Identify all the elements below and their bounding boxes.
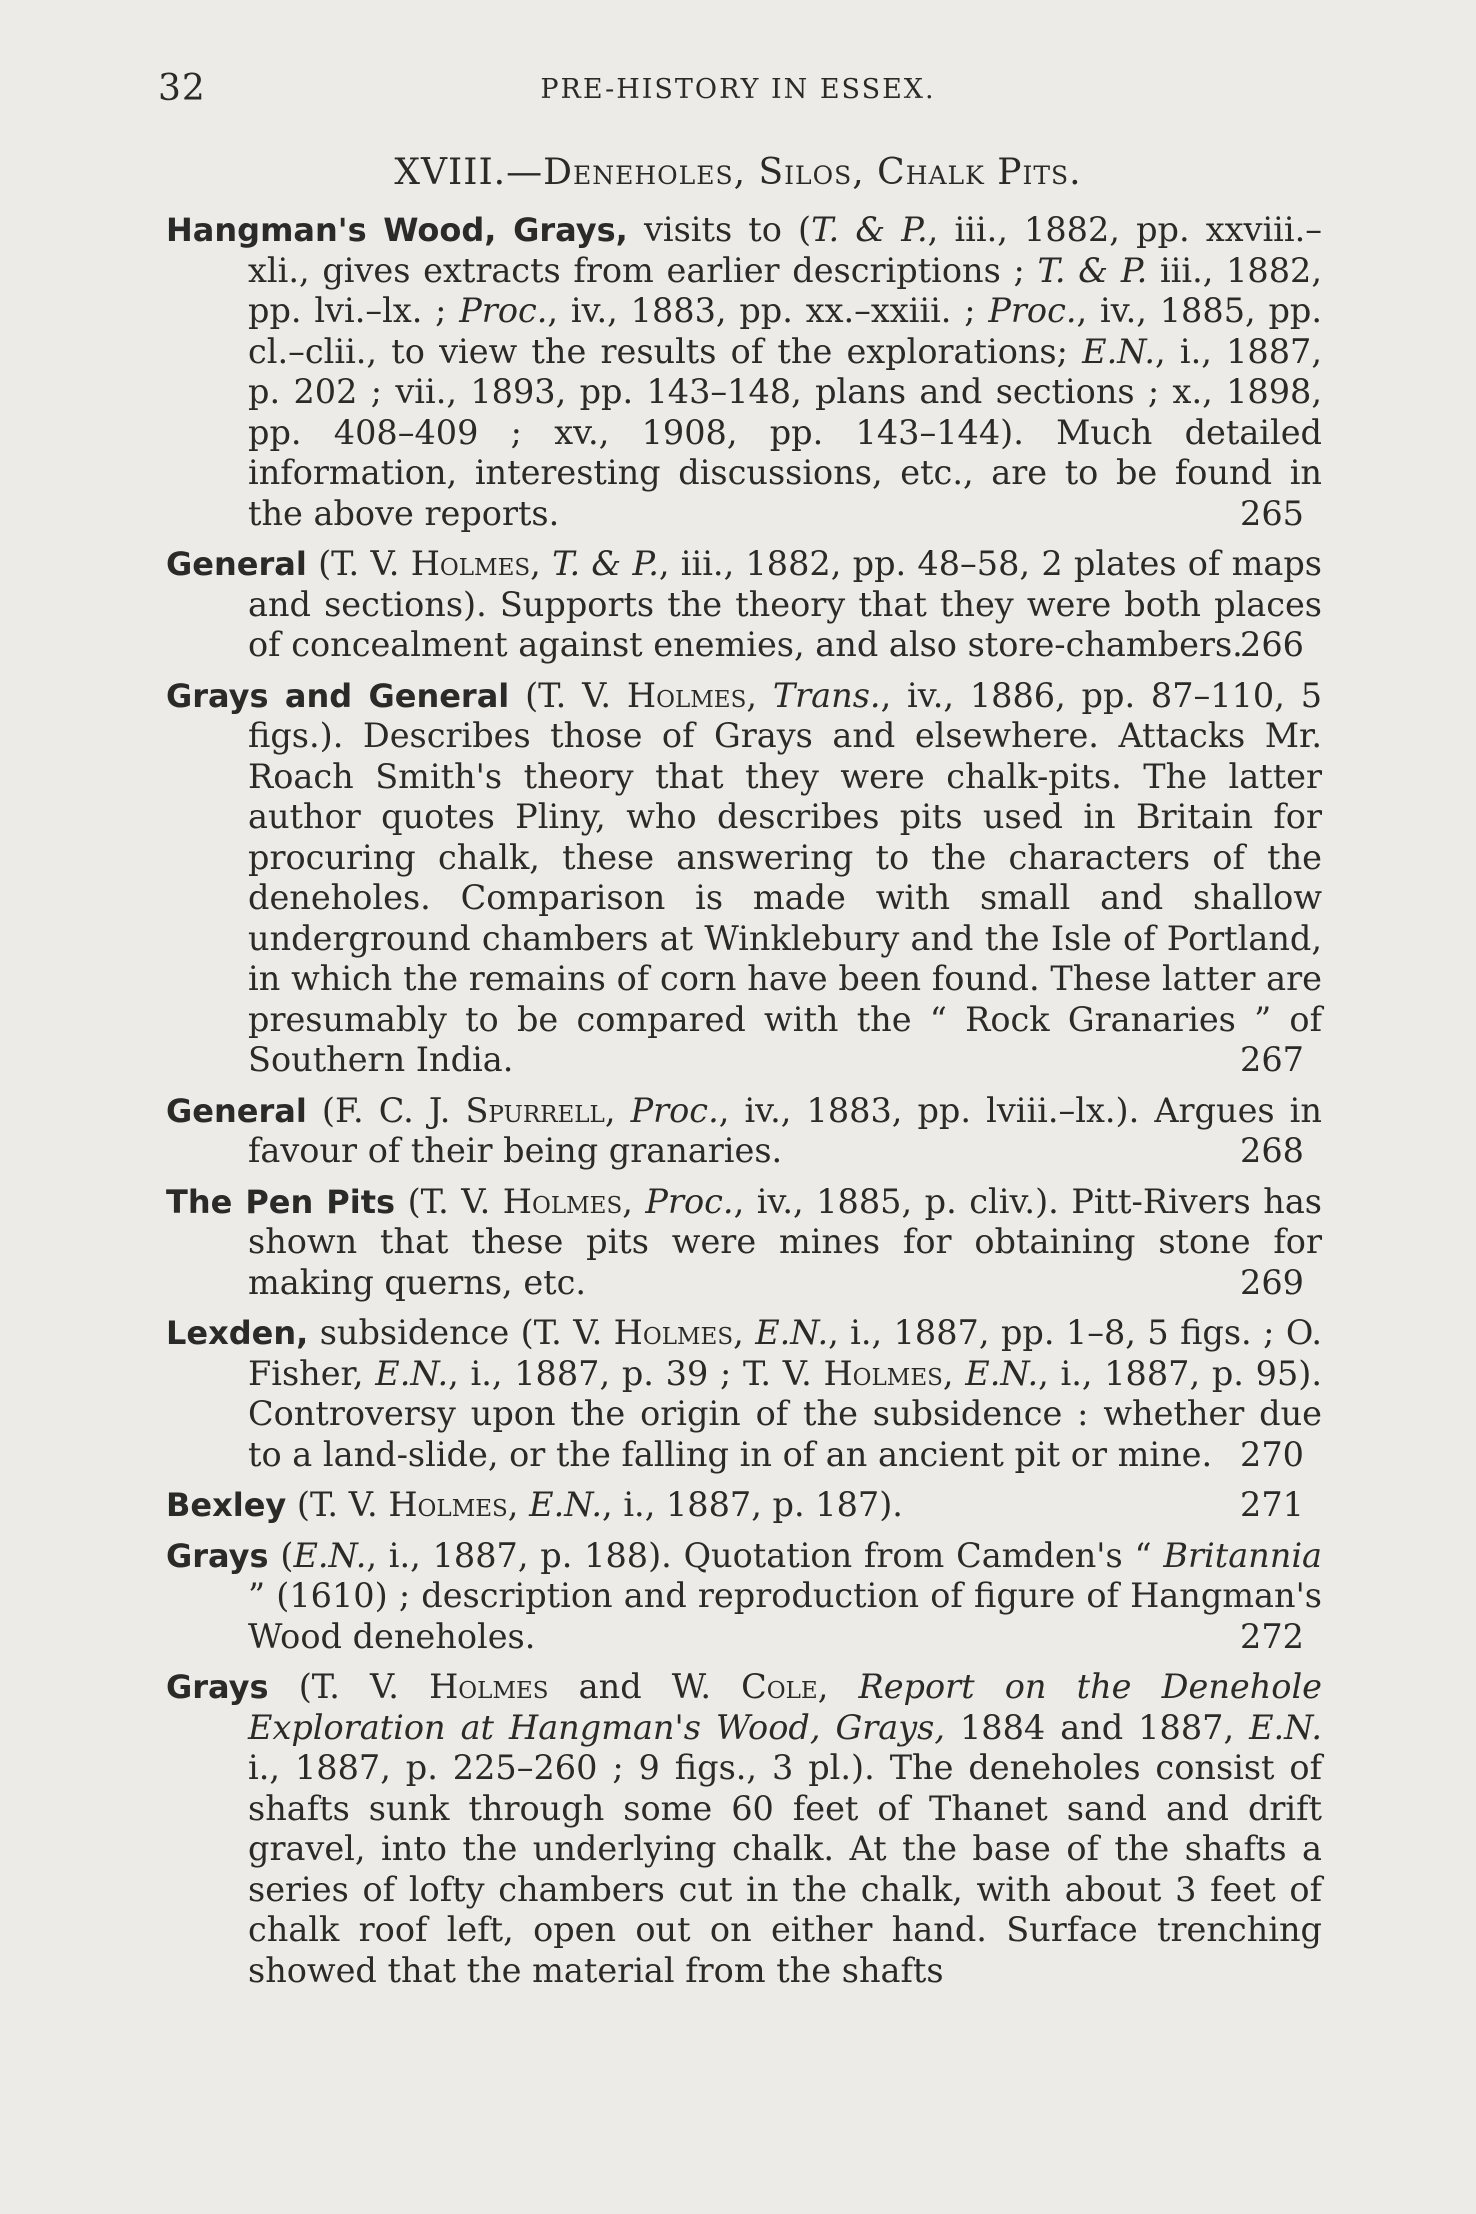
entry-title: General: [166, 1091, 307, 1130]
bibliography-entry: [166, 1485, 1322, 1526]
entry-title: Lexden,: [166, 1314, 309, 1352]
entry-description: (T. V. Holmes, Trans., iv., 1886, pp. 87–110, 5 figs.). Describes those of Grays and elsewhere. Attacks Mr. Roach Smith's theory that they were chalk-pits. The latter author quotes Pliny, who describes pits used in Britain for procuring chalk, these answering to the characters of the deneholes. Comparison is made with small and shallow underground chambers at Winklebury and the Isle of Portland, in which the remains of corn have been found. These latter are presumably to be compared with the “ Rock Granaries ” of Southern India.: [248, 675, 1323, 1079]
entry-description: (T. V. Holmes, Proc., iv., 1885, p. cliv.). Pitt-Rivers has shown that these pits were mines for obtaining stone for making querns, etc.: [248, 1181, 1322, 1302]
entry-description: (F. C. J. Spurrell, Proc., iv., 1883, pp. lviii.–lx.). Argues in favour of their being granaries.: [248, 1090, 1322, 1170]
entry-description: subsidence (T. V. Holmes, E.N., i., 1887, pp. 1–8, 5 figs. ; O. Fisher, E.N., i., 1887, p. 39 ; T. V. Holmes, E.N., i., 1887, p. 95). Controversy upon the origin of the subsidence : whether due to a land-slide, or the falling in of an ancient pit or mine.: [248, 1313, 1322, 1474]
entry-description: (T. V. Holmes, E.N., i., 1887, p. 187).: [296, 1485, 903, 1524]
entry-number: 272: [1240, 1616, 1304, 1656]
entry-title: Hangman's Wood, Grays,: [166, 211, 628, 249]
bibliography-entry: [166, 1091, 1322, 1172]
running-title: PRE-HISTORY IN ESSEX.: [540, 74, 936, 105]
entry-description: (E.N., i., 1887, p. 188). Quotation from Camden's “ Britannia ” (1610) ; description and reproduction of figure of Hangman's Wood deneholes.: [248, 1535, 1323, 1656]
bibliography-entry: [166, 1536, 1322, 1658]
entry-title: Grays: [166, 1536, 269, 1575]
section-heading: XVIII.—Deneholes, Silos, Chalk Pits.: [394, 152, 1082, 193]
entry-number: 269: [1240, 1262, 1304, 1302]
entry-number: 266: [1240, 625, 1304, 664]
entry-description: (T. V. Holmes and W. Cole, Report on the Denehole Exploration at Hangman's Wood, Grays, 1884 and 1887, E.N. i., 1887, p. 225–260 ; 9 figs., 3 pl.). The deneholes consist of shafts sunk through some 60 feet of Thanet sand and drift gravel, into the underlying chalk. At the base of the shafts a series of lofty chambers cut in the chalk, with about 3 feet of chalk roof left, open out on either hand. Surface trenching showed that the material from the shafts: [248, 1667, 1322, 1990]
entry-description: visits to (T. & P., iii., 1882, pp. xxviii.–xli., gives extracts from earlier descriptions ; T. & P. iii., 1882, pp. lvi.–lx. ; Proc., iv., 1883, pp. xx.–xxiii. ; Proc., iv., 1885, pp. cl.–clii., to view the results of the explorations; E.N., i., 1887, p. 202 ; vii., 1893, pp. 143–148, plans and sections ; x., 1898, pp. 408–409 ; xv., 1908, pp. 143–144). Much detailed information, interesting discussions, etc., are to be found in the above reports.: [248, 210, 1322, 533]
entry-title: General: [166, 545, 307, 583]
bibliography-entry: [166, 210, 1322, 534]
bibliography-entries: [166, 210, 1322, 2001]
entry-title: Grays: [166, 1668, 269, 1706]
bibliography-entry: [166, 1182, 1322, 1304]
bibliography-entry: [166, 1667, 1322, 1991]
entry-number: 268: [1240, 1131, 1304, 1170]
entry-title: Grays and General: [166, 676, 510, 715]
page-number: 32: [158, 68, 206, 109]
entry-number: 271: [1240, 1485, 1304, 1524]
bibliography-entry: [166, 676, 1322, 1081]
bibliography-entry: [166, 1313, 1322, 1475]
entry-number: 265: [1240, 493, 1304, 533]
running-head: [158, 68, 1318, 118]
entry-title: Bexley: [166, 1486, 287, 1524]
entry-number: 270: [1240, 1434, 1304, 1474]
entry-number: 267: [1240, 1040, 1304, 1079]
entry-title: The Pen Pits: [166, 1182, 396, 1221]
bibliography-entry: [166, 544, 1322, 666]
entry-description: (T. V. Holmes, T. & P., iii., 1882, pp. 48–58, 2 plates of maps and sections). Supports the theory that they were both places of concealment against enemies, and also store-chambers.: [248, 544, 1322, 664]
